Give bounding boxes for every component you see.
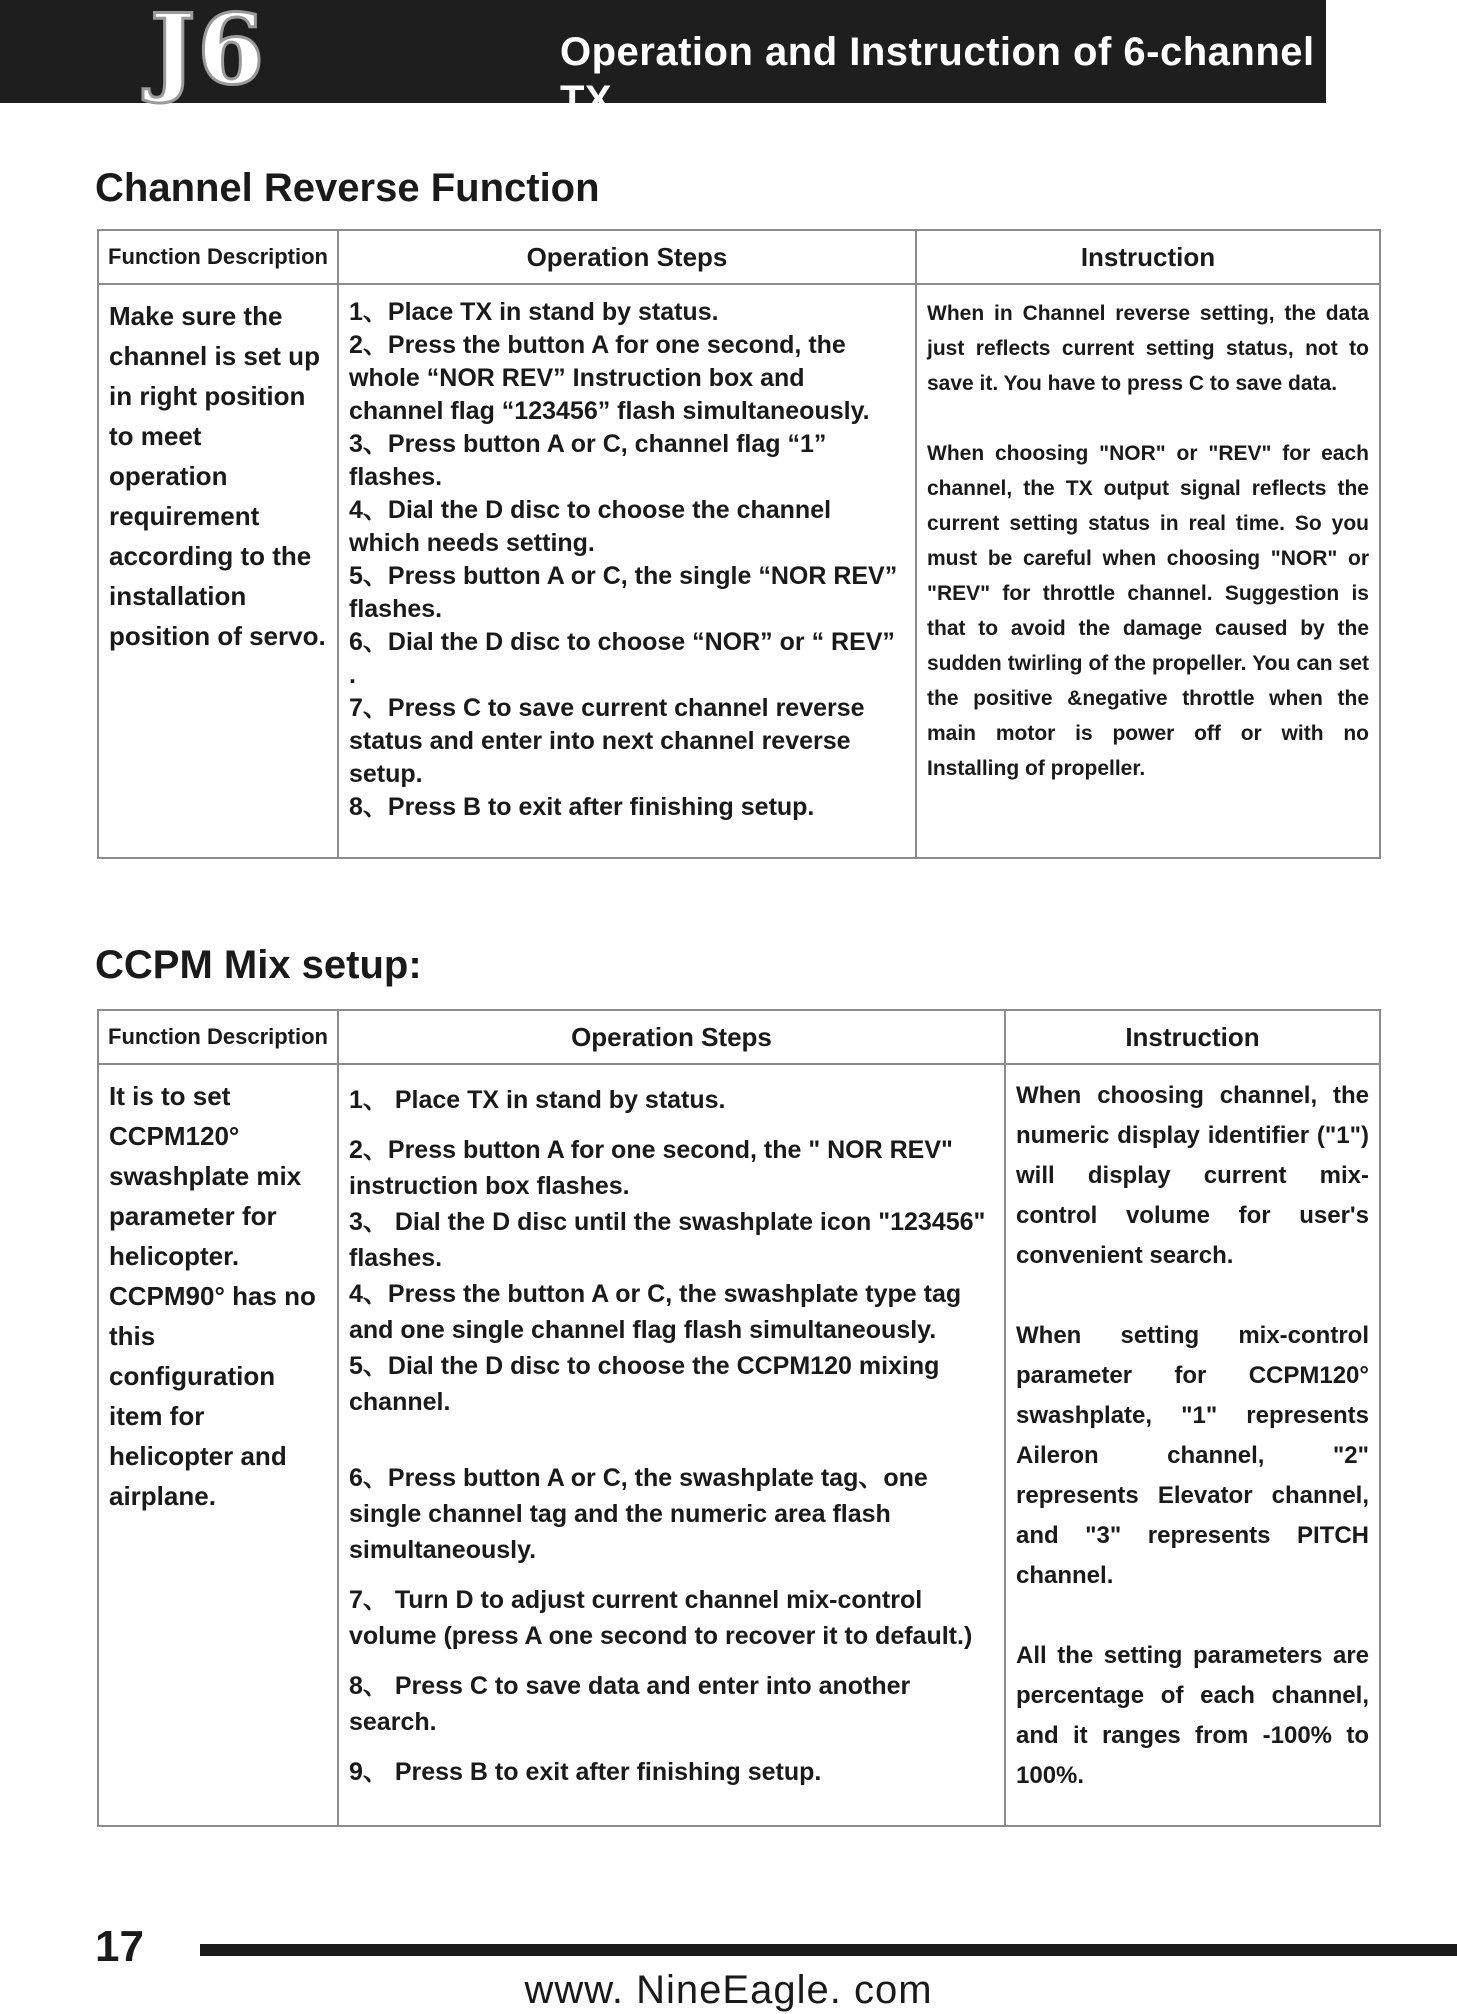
section-title-ccpm-mix: CCPM Mix setup: — [95, 943, 422, 987]
step-7: 7、 Turn D to adjust current channel mix-control volume (press A one second to recover it to default.) — [349, 1586, 973, 1650]
function-description-text: Make sure the channel is set up in right position to meet operation requirement according to the installation position of servo. — [109, 301, 326, 651]
step-5: 5、Press button A or C, the single “NOR REV” flashes. — [349, 562, 898, 623]
instruction-paragraph-1: When choosing channel, the numeric display identifier ("1") will display current mix-control volume for user's convenient search. — [1016, 1082, 1369, 1269]
footer-divider — [200, 1944, 1457, 1956]
operation-steps-cell — [338, 1064, 1005, 1826]
table-row — [98, 284, 1380, 858]
instruction-cell — [916, 284, 1380, 858]
page-number: 17 — [95, 1922, 144, 1971]
footer-website-url: www. NineEagle. com — [524, 1968, 933, 2012]
step-9: 9、 Press B to exit after finishing setup. — [349, 1758, 822, 1786]
step-5: 5、Dial the D disc to choose the CCPM120 mixing channel. — [349, 1352, 940, 1416]
operation-steps-cell — [338, 284, 916, 858]
step-4: 4、Dial the D disc to choose the channel which needs setting. — [349, 496, 832, 557]
step-2: 2、Press the button A for one second, the whole “NOR REV” Instruction box and channel flag “123456” flash simultaneously. — [349, 331, 870, 425]
step-7: 7、Press C to save current channel reverse status and enter into next channel reverse setup. — [349, 694, 865, 788]
column-header-function-description: Function Description — [98, 230, 338, 284]
section-title-channel-reverse: Channel Reverse Function — [95, 166, 600, 210]
header-bar — [0, 0, 1326, 122]
step-4: 4、Press the button A or C, the swashplate type tag and one single channel flag flash simultaneously. — [349, 1280, 962, 1344]
instruction-paragraph-3: All the setting parameters are percentage of each channel, and it ranges from -100% to 100%. — [1016, 1642, 1369, 1789]
function-description-cell — [98, 1064, 338, 1826]
column-header-instruction: Instruction — [1005, 1010, 1380, 1064]
function-description-text: It is to set CCPM120° swashplate mix parameter for helicopter. CCPM90° has no this configuration item for helicopter and airplane. — [109, 1081, 316, 1511]
instruction-cell — [1005, 1064, 1380, 1826]
channel-reverse-table — [97, 229, 1381, 859]
step-3: 3、Press button A or C, channel flag “1” flashes. — [349, 430, 827, 491]
step-8: 8、Press B to exit after finishing setup. — [349, 793, 815, 821]
table-header-row — [98, 1010, 1380, 1064]
step-6: 6、Dial the D disc to choose “NOR” or “ REV” . — [349, 628, 895, 689]
table-header-row — [98, 230, 1380, 284]
column-header-operation-steps: Operation Steps — [338, 1010, 1005, 1064]
step-1: 1、Place TX in stand by status. — [349, 298, 719, 326]
table-row — [98, 1064, 1380, 1826]
function-description-cell — [98, 284, 338, 858]
column-header-operation-steps: Operation Steps — [338, 230, 916, 284]
step-1: 1、 Place TX in stand by status. — [349, 1086, 726, 1114]
step-2: 2、Press button A for one second, the " NOR REV" instruction box flashes. — [349, 1136, 953, 1200]
step-8: 8、 Press C to save data and enter into another search. — [349, 1672, 911, 1736]
j6-logo: J6 — [150, 0, 267, 106]
column-header-instruction: Instruction — [916, 230, 1380, 284]
step-6: 6、Press button A or C, the swashplate tag、one single channel tag and the numeric area flash simultaneously. — [349, 1464, 928, 1564]
header-title: Operation and Instruction of 6-channel TX — [560, 30, 1315, 122]
column-header-function-description: Function Description — [98, 1010, 338, 1064]
instruction-paragraph-2: When setting mix-control parameter for CCPM120° swashplate, "1" represents Aileron channel, "2" represents Elevator channel, and "3" represents PITCH channel. — [1016, 1322, 1369, 1589]
step-3: 3、 Dial the D disc until the swashplate icon "123456" flashes. — [349, 1208, 986, 1272]
instruction-paragraph-2: When choosing "NOR" or "REV" for each channel, the TX output signal reflects the current setting status in real time. So you must be careful when choosing "NOR" or "REV" for throttle channel. Suggestion is that to avoid the damage caused by the sudden twirling of the propeller. You can set the positive &negative throttle when the main motor is power off or with no Installing of propeller. — [927, 442, 1369, 780]
instruction-paragraph-1: When in Channel reverse setting, the data just reflects current setting status, not to save it. You have to press C to save data. — [927, 302, 1369, 395]
ccpm-mix-table — [97, 1009, 1381, 1827]
